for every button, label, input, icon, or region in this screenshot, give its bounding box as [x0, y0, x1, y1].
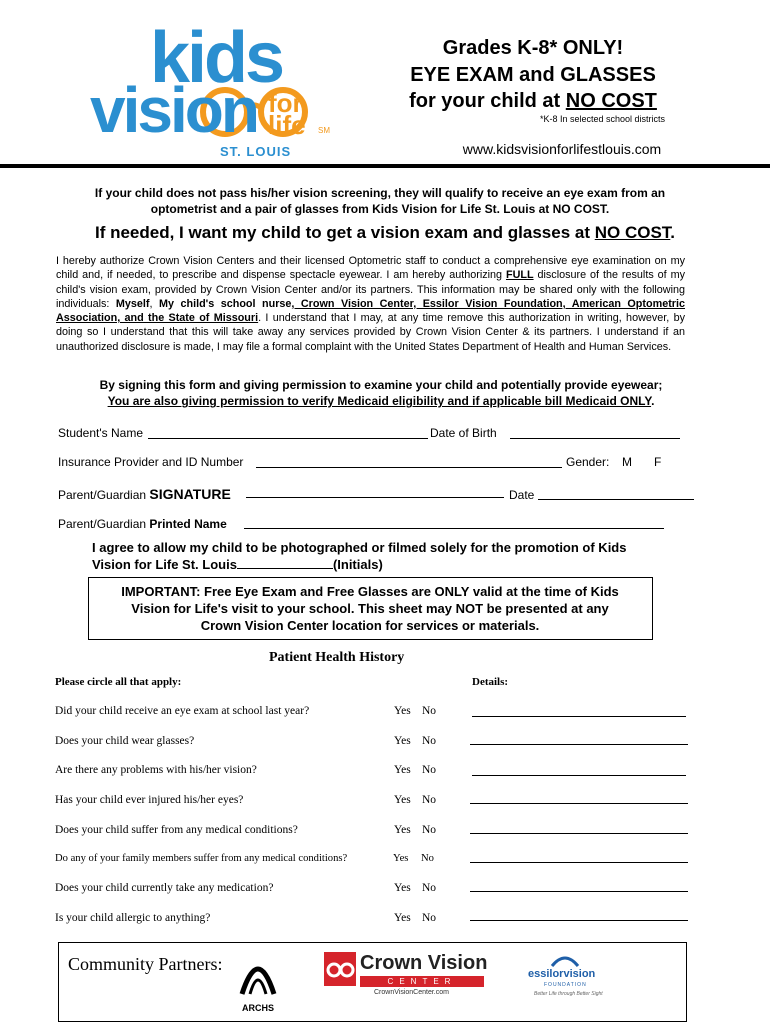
gender-m-option[interactable]: M	[622, 455, 632, 469]
consent-heading-prefix: If needed, I want my child to get a vision exam and glasses at	[94, 223, 595, 242]
details-field[interactable]	[470, 823, 688, 834]
details-field[interactable]	[470, 734, 688, 745]
auth-p1: I hereby authorize Crown Vision Centers and their licensed Optometric staff to conduct a comprehensive eye examination on my child and, if needed, to prescribe and dispense spectacle eyewear. I am hereby authorizing	[56, 255, 685, 282]
photo-consent-initials: (Initials)	[332, 556, 383, 572]
no-option[interactable]: No	[422, 794, 437, 806]
logo-life-text: life	[268, 110, 306, 140]
archs-text: ARCHS	[241, 1003, 274, 1013]
question-text: Has your child ever injured his/her eyes?	[55, 794, 244, 806]
details-field[interactable]	[470, 910, 688, 921]
details-field[interactable]	[470, 793, 688, 804]
guardian-signature-prefix: Parent/Guardian	[58, 488, 150, 502]
essilor-arc-icon	[550, 954, 580, 968]
logo-kids-text: kids	[150, 18, 283, 98]
important-line2: Vision for Life's visit to your school. This sheet may NOT be presented at any	[131, 600, 609, 616]
logo-city-text: ST. LOUIS	[220, 144, 292, 159]
insurance-field[interactable]	[256, 454, 562, 468]
signature-word: SIGNATURE	[149, 486, 231, 502]
gender-f-option[interactable]: F	[654, 455, 662, 469]
no-option[interactable]: No	[422, 705, 437, 717]
header-no-cost	[378, 91, 688, 111]
photo-consent-line1: I agree to allow my child to be photographed or filmed solely for the promotion of Kids	[92, 540, 627, 555]
essilor-tagline: Better Life through Better Sight	[534, 991, 603, 997]
consent-heading	[60, 223, 710, 243]
important-text	[95, 584, 645, 635]
header-no-cost-underlined: NO COST	[565, 90, 657, 112]
details-field[interactable]	[470, 881, 688, 892]
guardian-signature-field[interactable]	[246, 484, 504, 498]
logo-vision-text: vision	[90, 74, 257, 146]
essilor-name: essilorvision	[528, 968, 596, 980]
health-history-title: Patient Health History	[269, 650, 405, 665]
yes-option[interactable]: Yes	[394, 882, 411, 894]
question-text: Does your child currently take any medication?	[55, 882, 274, 894]
logo-for-text: for	[268, 88, 303, 118]
yes-option[interactable]: Yes	[394, 764, 411, 776]
auth-comma: ,	[149, 297, 159, 310]
auth-full: FULL	[505, 269, 534, 282]
yes-option[interactable]: Yes	[394, 912, 411, 924]
signature-date-field[interactable]	[538, 486, 694, 500]
auth-myself: Myself	[115, 297, 150, 310]
logo-sm-mark: SM	[318, 126, 330, 135]
yes-option[interactable]: Yes	[394, 705, 411, 717]
intro-text: If your child does not pass his/her vision screening, they will qualify to receive an eye exam from an optometrist and a pair of glasses from Kids Vision for Life St. Louis at NO COST.	[94, 186, 666, 217]
yes-option[interactable]: Yes	[394, 735, 411, 747]
photo-consent-line2: Vision for Life St. Louis	[92, 556, 237, 572]
signing-line2-suffix: .	[651, 394, 655, 409]
no-option[interactable]: No	[422, 764, 437, 776]
question-text: Are there any problems with his/her vision?	[55, 764, 257, 776]
no-option[interactable]: No	[422, 882, 437, 894]
guardian-printed-label	[58, 517, 227, 531]
dob-label: Date of Birth	[430, 426, 497, 440]
details-field[interactable]	[472, 765, 686, 776]
website-url: www.kidsvisionforlifestlouis.com	[462, 141, 662, 157]
no-option[interactable]: No	[422, 824, 437, 836]
signing-notice	[56, 377, 706, 409]
important-line1: IMPORTANT: Free Eye Exam and Free Glasses are ONLY valid at the time of Kids	[121, 584, 619, 599]
header-divider	[0, 164, 770, 168]
yes-option[interactable]: Yes	[393, 853, 409, 864]
circle-all-label: Please circle all that apply:	[55, 676, 182, 688]
important-line3: Crown Vision Center location for services or materials.	[200, 617, 540, 633]
details-label: Details:	[472, 676, 509, 688]
guardian-printed-prefix: Parent/Guardian	[58, 517, 150, 531]
gender-label: Gender:	[566, 455, 610, 469]
signing-line1: By signing this form and giving permission to examine your child and potentially provide eyewear;	[99, 378, 663, 392]
yes-option[interactable]: Yes	[394, 794, 411, 806]
auth-nurse: My child's school nurse	[159, 297, 292, 310]
question-text: Does your child suffer from any medical conditions?	[55, 824, 298, 836]
initials-field[interactable]	[237, 557, 333, 569]
dob-field[interactable]	[510, 425, 680, 439]
guardian-printed-field[interactable]	[244, 515, 664, 529]
question-text: Do any of your family members suffer from any medical conditions?	[55, 853, 348, 864]
guardian-signature-label	[58, 486, 231, 502]
signature-date-label: Date	[509, 488, 535, 502]
header-grades: Grades K-8* ONLY!	[442, 37, 624, 59]
details-field[interactable]	[470, 852, 688, 863]
printed-name-word: Printed Name	[149, 517, 227, 531]
community-partners-label: Community Partners:	[68, 954, 223, 974]
question-text: Does your child wear glasses?	[55, 735, 195, 747]
auth-p2: disclosure of the results of my child's vision exam, provided by Crown Vision Center and/or its partners. This information may be shared only with the following individuals:	[56, 269, 685, 310]
signing-line2: You are also giving permission to verify Medicaid eligibility and if applicable bill Medicaid ONLY	[107, 394, 652, 409]
authorization-paragraph	[56, 254, 685, 354]
yes-option[interactable]: Yes	[394, 824, 411, 836]
crown-vision-url: CrownVisionCenter.com	[374, 989, 449, 996]
no-option[interactable]: No	[421, 853, 434, 864]
crown-vision-emblem-icon	[324, 952, 356, 986]
essilor-foundation: FOUNDATION	[544, 982, 587, 988]
crown-vision-center: CENTER	[360, 976, 484, 987]
essilor-vision-logo	[528, 954, 603, 1004]
student-name-label: Student's Name	[58, 426, 144, 440]
details-field[interactable]	[472, 706, 686, 717]
header-footnote: *K-8 In selected school districts	[540, 114, 666, 124]
no-option[interactable]: No	[422, 735, 437, 747]
crown-vision-logo	[324, 952, 488, 1000]
auth-p3: . I understand that I may, at any time remove this authorization in writing, however, by doing so I understand that this will take away any services provided by Crown Vision Center & its partners. I understand if an unauthorized disclosure is made, I may file a formal complaint with the United States Department of Health and Human Services.	[56, 312, 685, 353]
crown-vision-title: Crown Vision	[360, 952, 488, 974]
insurance-label: Insurance Provider and ID Number	[58, 455, 244, 469]
no-option[interactable]: No	[422, 912, 437, 924]
archs-logo	[238, 948, 278, 1014]
header-no-cost-prefix: for your child at	[409, 90, 566, 112]
consent-heading-underlined: NO COST	[594, 223, 671, 242]
photo-consent	[92, 540, 692, 574]
header-eye-exam: EYE EXAM and GLASSES	[410, 64, 656, 86]
auth-orgs: , Crown Vision Center, Essilor Vision Foundation, American Optometric Association, and the State of Missouri	[56, 297, 686, 324]
archs-arch-icon	[238, 948, 278, 998]
question-text: Is your child allergic to anything?	[55, 912, 211, 924]
consent-heading-suffix: .	[670, 223, 676, 242]
student-name-field[interactable]	[148, 425, 428, 439]
question-text: Did your child receive an eye exam at school last year?	[55, 705, 310, 717]
